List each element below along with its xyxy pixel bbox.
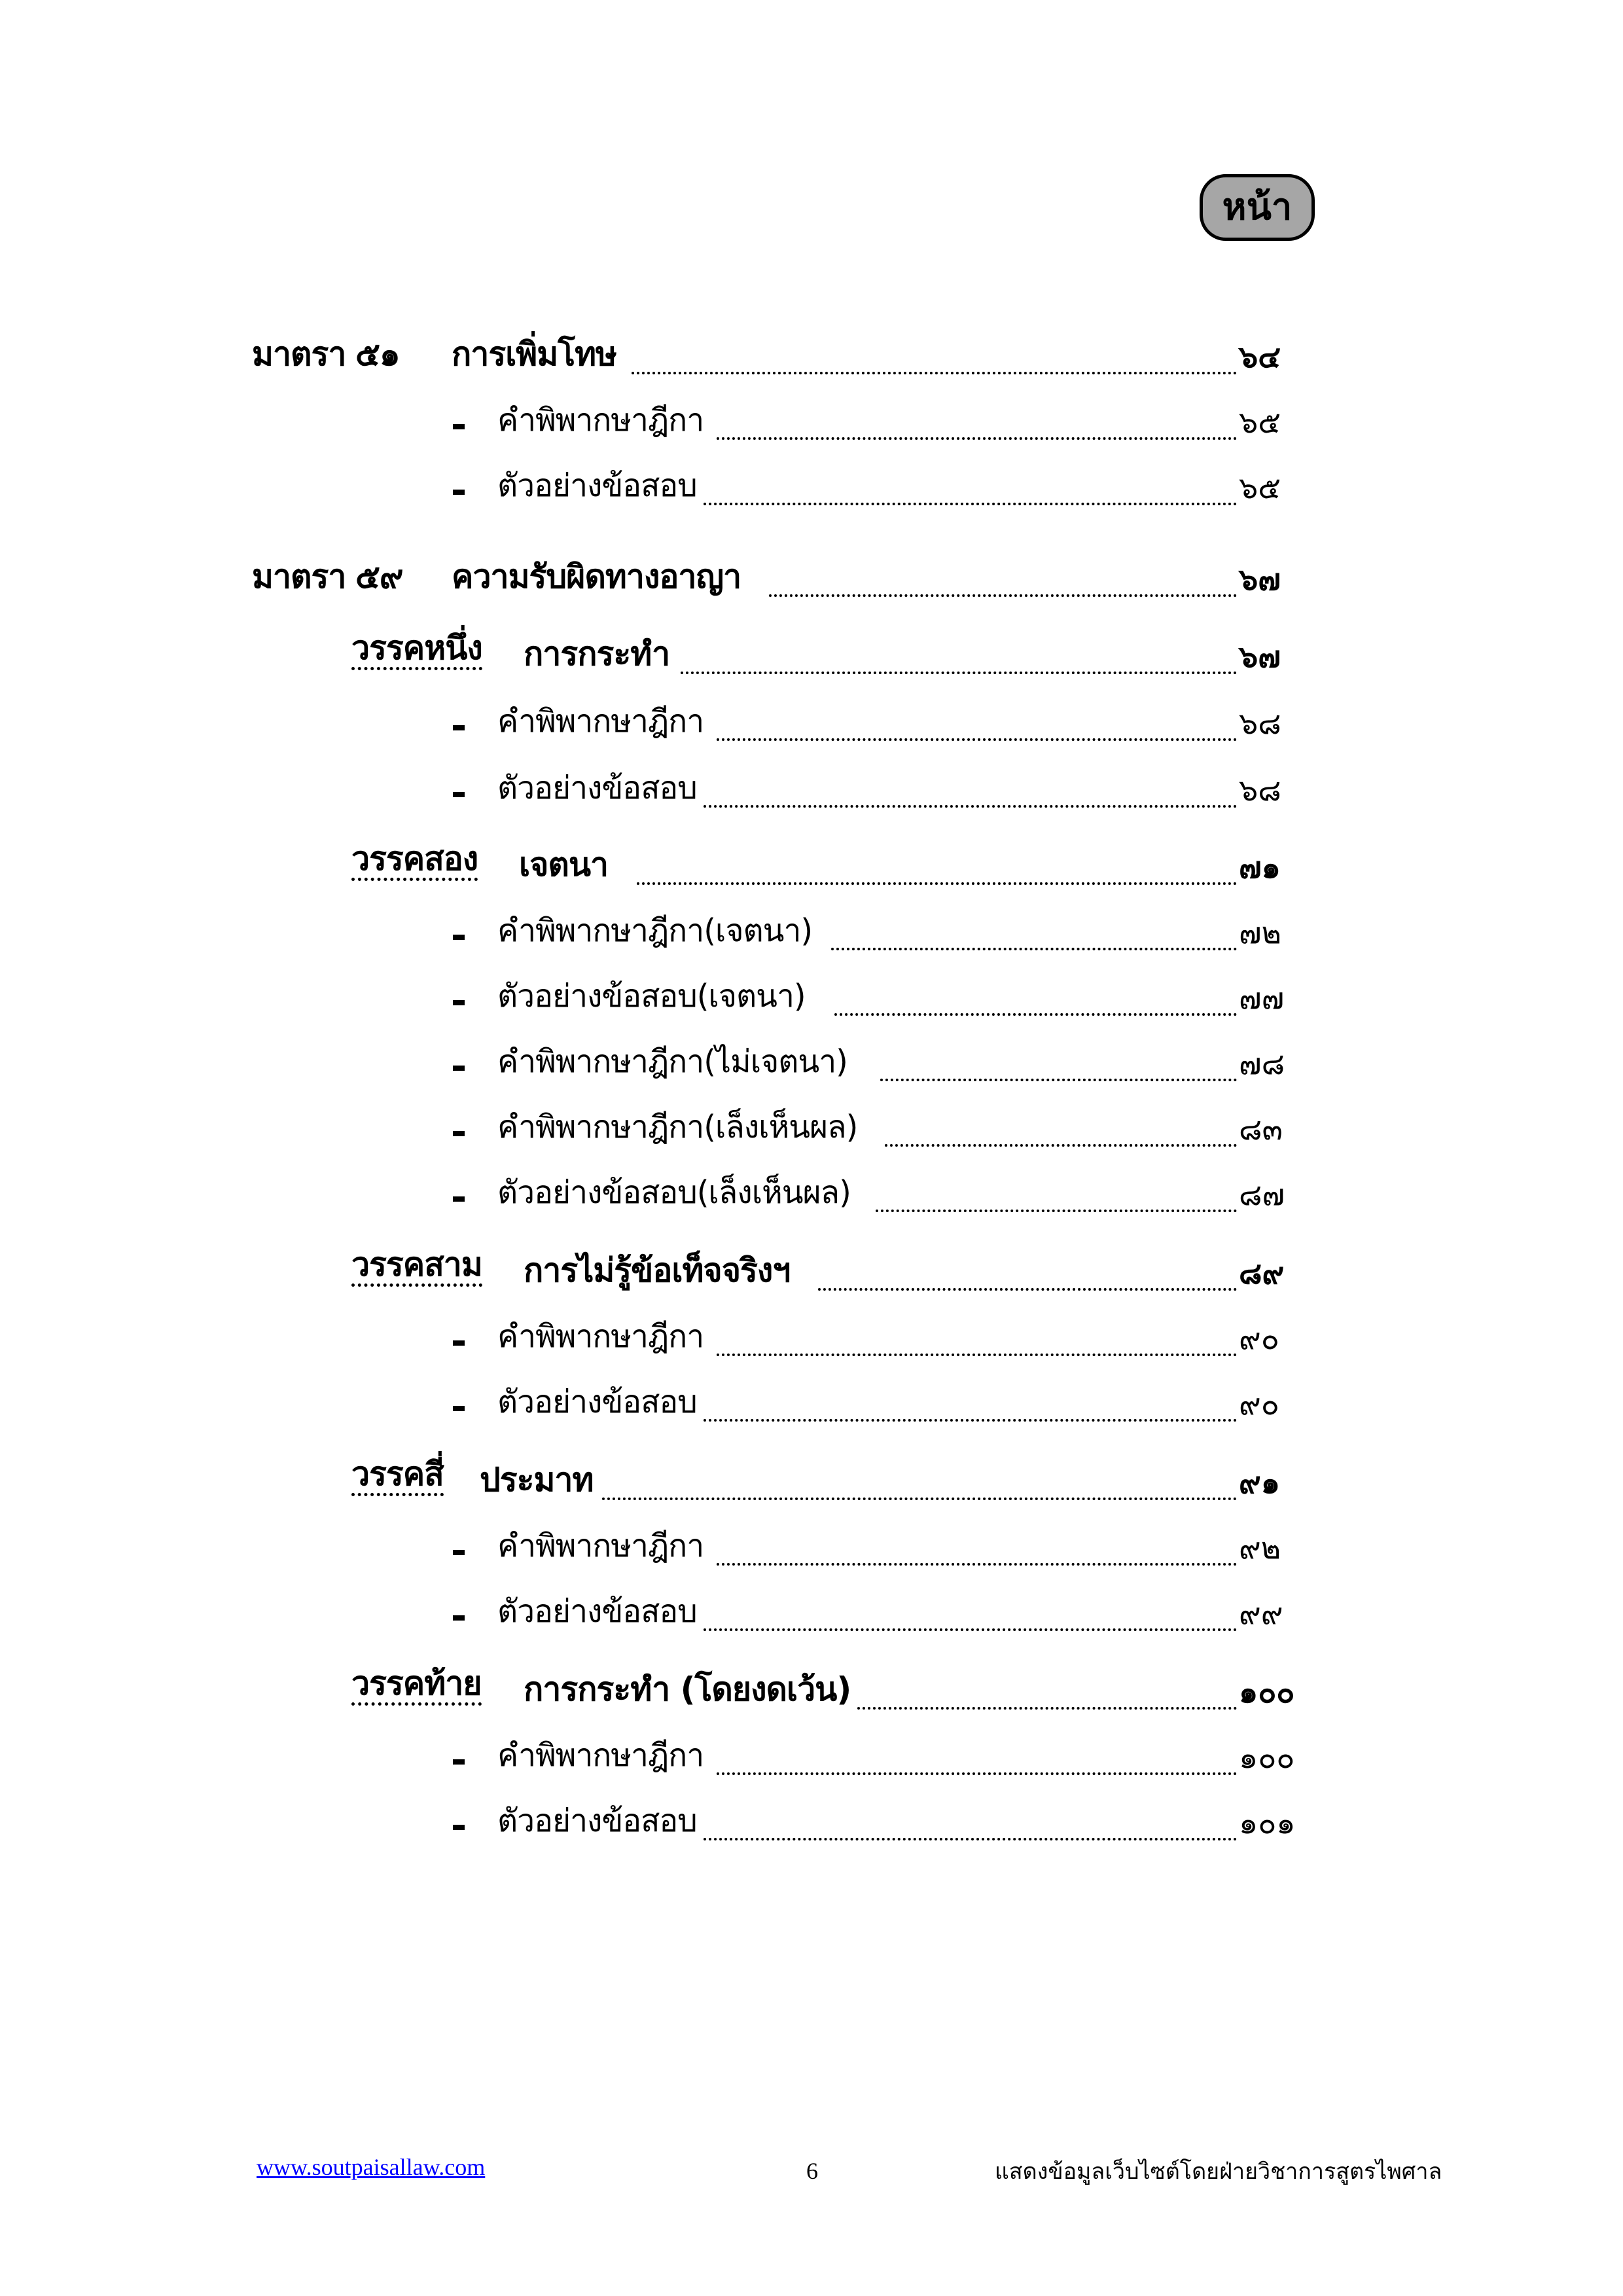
page-number: ๖๗ [1239, 562, 1281, 597]
page-number: ๖๕ [1239, 470, 1281, 505]
page-number: ๖๔ [1239, 339, 1281, 374]
dot-leader [717, 738, 1237, 741]
item-title: คำพิพากษาฎีกา [497, 1528, 704, 1564]
page-number: ๘๓ [1239, 1111, 1283, 1147]
item-title: คำพิพากษาฎีกา [497, 1318, 704, 1355]
toc-row-item[interactable] [0, 1584, 1623, 1636]
section-label: มาตรา ๕๙ [252, 558, 403, 596]
toc-row-item[interactable] [0, 1374, 1623, 1427]
bullet-dash [453, 935, 465, 940]
bullet-dash [453, 1825, 465, 1830]
item-title: ตัวอย่างข้อสอบ [497, 1384, 697, 1420]
toc-row-item[interactable] [0, 903, 1623, 956]
item-title: ตัวอย่างข้อสอบ(เจตนา) [497, 978, 806, 1014]
dot-leader [717, 1354, 1237, 1356]
paragraph-label: วรรคท้าย [351, 1667, 482, 1706]
website-link[interactable]: www.soutpaisallaw.com [257, 2154, 486, 2180]
bullet-dash [453, 1000, 465, 1005]
dot-leader [876, 1210, 1237, 1212]
toc-row-item[interactable] [0, 1518, 1623, 1571]
item-title: ตัวอย่างข้อสอบ [497, 1593, 697, 1630]
item-title: ตัวอย่างข้อสอบ(เล็งเห็นผล) [497, 1174, 851, 1211]
dot-leader [704, 1628, 1237, 1631]
page-number: ๑๐๐ [1239, 1674, 1295, 1710]
bullet-dash [453, 1615, 465, 1621]
toc-row-paragraph-2[interactable] [0, 838, 1623, 890]
page-number: ๗๒ [1239, 915, 1281, 950]
page-number: ๗๗ [1239, 980, 1285, 1016]
dot-leader [717, 1563, 1237, 1566]
dot-leader [769, 594, 1237, 597]
page-number: ๖๘ [1239, 706, 1281, 741]
toc-row-item[interactable] [0, 969, 1623, 1021]
paragraph-title: การไม่รู้ข้อเท็จจริงฯ [524, 1251, 791, 1289]
dot-leader [885, 1144, 1237, 1147]
page-number: ๗๘ [1239, 1046, 1285, 1081]
dot-leader [834, 1013, 1237, 1016]
dot-leader [831, 948, 1237, 950]
item-title: คำพิพากษาฎีกา(ไม่เจตนา) [497, 1043, 847, 1080]
page-number: ๙๐ [1239, 1321, 1279, 1356]
paragraph-label: วรรคสี่ [351, 1458, 444, 1496]
toc-row-item[interactable] [0, 1165, 1623, 1217]
bullet-dash [453, 424, 465, 429]
toc-row-item[interactable] [0, 761, 1623, 813]
paragraph-title: เจตนา [519, 846, 609, 884]
page-number: ๘๙ [1239, 1255, 1285, 1291]
dot-leader [637, 882, 1237, 885]
dot-leader [681, 672, 1237, 674]
page-number: ๗๑ [1239, 850, 1281, 885]
item-title: คำพิพากษาฎีกา [497, 703, 704, 740]
toc-row-item[interactable] [0, 1034, 1623, 1086]
toc-row-item[interactable] [0, 1728, 1623, 1780]
bullet-dash [453, 792, 465, 797]
item-title: คำพิพากษาฎีกา [497, 1737, 704, 1774]
paragraph-label: วรรคหนึ่ง [351, 632, 482, 670]
paragraph-label: วรรคสอง [351, 842, 478, 881]
page-number: ๙๐ [1239, 1386, 1279, 1422]
dot-leader [704, 1419, 1237, 1422]
bullet-dash [453, 1759, 465, 1765]
toc-row-item[interactable] [0, 393, 1623, 445]
dot-leader [704, 503, 1237, 505]
toc-row-paragraph-4[interactable] [0, 1453, 1623, 1505]
item-title: คำพิพากษาฎีกา [497, 402, 704, 439]
page-column-label: หน้า [1222, 186, 1293, 228]
section-label: มาตรา ๕๑ [252, 335, 400, 373]
bullet-dash [453, 1066, 465, 1071]
page-number: ๙๑ [1239, 1465, 1280, 1500]
toc-row-item[interactable] [0, 694, 1623, 746]
toc-row-item[interactable] [0, 458, 1623, 511]
section-title: ความรับผิดทางอาญา [452, 558, 741, 596]
bullet-dash [453, 725, 465, 730]
toc-row-section-51[interactable] [0, 327, 1623, 380]
paragraph-title: ประมาท [480, 1461, 594, 1499]
page-number: ๑๐๐ [1239, 1740, 1295, 1775]
toc-row-paragraph-final[interactable] [0, 1662, 1623, 1715]
item-title: ตัวอย่างข้อสอบ [497, 1803, 697, 1839]
toc-row-paragraph-1[interactable] [0, 627, 1623, 679]
dot-leader [880, 1079, 1237, 1081]
item-title: คำพิพากษาฎีกา(เล็งเห็นผล) [497, 1109, 858, 1145]
paragraph-title: การกระทำ [524, 635, 670, 673]
dot-leader [704, 1838, 1237, 1840]
bullet-dash [453, 1550, 465, 1555]
paragraph-title: การกระทำ (โดยงดเว้น) [524, 1670, 851, 1708]
dot-leader [818, 1288, 1237, 1291]
page-number: ๘๗ [1239, 1177, 1285, 1212]
bullet-dash [453, 1340, 465, 1346]
toc-row-section-59[interactable] [0, 550, 1623, 602]
bullet-dash [453, 1131, 465, 1136]
item-title: ตัวอย่างข้อสอบ [497, 770, 697, 806]
dot-leader [704, 805, 1237, 808]
toc-row-item[interactable] [0, 1793, 1623, 1846]
section-title: การเพิ่มโทษ [452, 335, 616, 373]
dot-leader [602, 1498, 1237, 1500]
footer-credit: แสดงข้อมูลเว็บไซต์โดยฝ่ายวิชาการสูตรไพศาล [995, 2160, 1442, 2184]
dot-leader [717, 437, 1237, 440]
bullet-dash [453, 490, 465, 495]
paragraph-label: วรรคสาม [351, 1248, 482, 1287]
dot-leader [632, 372, 1237, 374]
page-number: ๖๕ [1239, 404, 1281, 440]
page-number: ๖๘ [1239, 772, 1281, 808]
item-title: ตัวอย่างข้อสอบ [497, 467, 697, 504]
bullet-dash [453, 1406, 465, 1411]
footer-page-number: 6 [806, 2158, 818, 2184]
toc-row-item[interactable] [0, 1100, 1623, 1152]
page-number: ๙๙ [1239, 1596, 1283, 1631]
toc-row-paragraph-3[interactable] [0, 1244, 1623, 1296]
toc-row-item[interactable] [0, 1309, 1623, 1361]
dot-leader [857, 1707, 1237, 1710]
item-title: คำพิพากษาฎีกา(เจตนา) [497, 912, 813, 949]
bullet-dash [453, 1196, 465, 1202]
page-number: ๙๒ [1239, 1530, 1281, 1566]
page-number: ๑๐๑ [1239, 1805, 1296, 1840]
dot-leader [717, 1772, 1237, 1775]
page-number: ๖๗ [1239, 639, 1281, 674]
